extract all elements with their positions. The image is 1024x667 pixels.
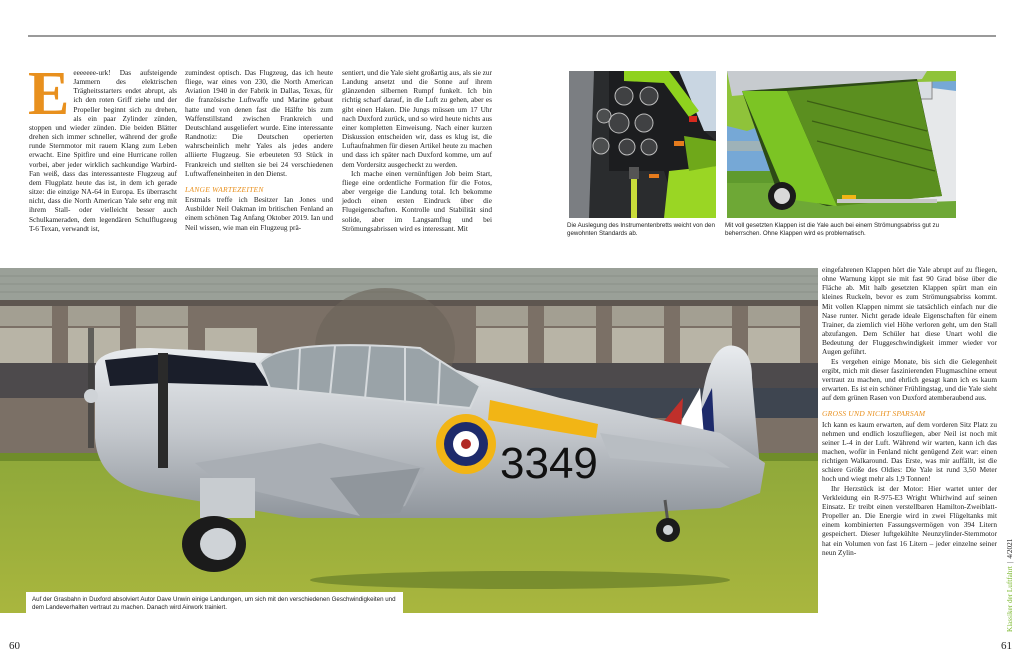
- paragraph: Erstmals treffe ich Besitzer Ian Jones und Ausbilder Neil Oakman im britischen Fenland an einem schönen Tag Anfang Oktober 2019. Ian und Neil wissen, wie man ein Flugzeug prä-: [185, 195, 333, 232]
- paragraph: Ich mache einen vernünftigen Job beim Start, fliege eine ordentliche Formation für die Fotos, aber vergeige die Landung total. Ich bekomme jedoch einen ersten Eindruck über die Flugeigenschaften. Kontrolle und Stabilität sind solide, aber im Langsamflug und bei Strömungsabrissen wird es interessant. Mit: [342, 168, 492, 233]
- article-column-2: [185, 68, 333, 232]
- article-column-4: [822, 265, 997, 557]
- flaps-photo: [727, 71, 956, 218]
- magazine-name: Klassiker der Luftfahrt: [1006, 566, 1014, 632]
- cockpit-photo: [569, 71, 716, 218]
- paragraph: Ich kann es kaum erwarten, auf dem vorderen Sitz Platz zu nehmen und endlich loszufliegen, aber Neil ist noch mit seiner L-4 in der Luft. Während wir warten, kann ich das machen, wofür in Fenland nicht genügend Zeit war: einen richtigen Walkaround. Das Erste, was mir auffällt, ist die schiere Größe des Oldies: Die Yale ist rund 3,50 Meter hoch und wiegt mehr als 1,9 Tonnen!: [822, 419, 997, 484]
- main-aircraft-photo: [0, 268, 818, 613]
- article-column-3: [342, 68, 492, 233]
- paragraph: zumindest optisch. Das Flugzeug, das ich heute fliege, war eines von 230, die North American Aviation 1940 in der Fabrik in Dallas, Texas, für die französische Luftwaffe und Marine gebaut hatte und von denen fast die Hälfte bis zum Waffenstillstand zwischen Frankreich und Deutschland ausgeliefert wurde. Eine interessante Randnotiz: Die Deutschen operierten wahrscheinlich mehr Yales als jedes andere alliierte Flugzeug. Sie erbeuteten 93 Stück in Frankreich und stellten sie bei 24 verschiedenen Luftwaffeneinheiten in den Dienst.: [185, 68, 333, 178]
- paragraph: eeeeeee-urk! Das aufsteigende Jammern des elektrischen Trägheitsstarters endet abrupt, als ich den roten Griff ziehe und der Propeller beginnt sich zu drehen, als ein paar Zylinder zünden, stoppen und wieder zünden. Die beiden Blätter drehen sich immer schneller, während der große runde Sternmotor mit rauem Klang zum Leben erwacht. Eine Spitfire und eine Hurricane rollen vorbei, aber jeder wirklich sachkundige Warbird-Fan weiß, dass das interessanteste Flugzeug auf dem Flugplatz heute das ist, in dem ich gerade sitze: die einzige NA-64 in Europa. Es überrascht nicht, dass die North American Yale sehr eng mit ihrem Stall- oder vielleicht besser auch Schulkameraden, dem legendären Schulflugzeug T-6 Texan, verwandt ist,: [29, 68, 177, 233]
- running-foot-separator: |: [1006, 561, 1014, 564]
- running-foot: [1006, 539, 1014, 632]
- flaps-photo-caption: Mit voll gesetzten Klappen ist die Yale auch bei einem Strömungsabriss gut zu beherrschen. Ohne Klappen wird es problematisch.: [725, 222, 940, 237]
- subheading-lange-wartezeiten: LANGE WARTEZEITEN: [185, 184, 264, 194]
- yale-aircraft-image: [0, 268, 818, 613]
- drop-cap: E: [28, 60, 70, 128]
- page-number-right: 61: [1001, 640, 1012, 652]
- cockpit-image: [569, 71, 716, 218]
- paragraph: Ihr Herzstück ist der Motor: Hier wartet unter der Verkleidung ein R-975-E3 Wright Whirlwind auf seinen Einsatz. Er treibt einen verstellbaren Hamilton-Zweiblatt-Propeller an. Die Energie wird in zwei Flügeltanks mit einem kombinierten Fassungsvermögen von 394 Litern gespeichert. Dieser luftgekühlte Neunzylinder-Sternmotor hat ein Volumen von fast 16 Litern – jeder einzelne seiner neun Zylin-: [822, 483, 997, 557]
- flaps-image: [727, 71, 956, 218]
- header-rule: [28, 35, 996, 37]
- page-number-left: 60: [9, 640, 20, 652]
- cockpit-photo-caption: Die Auslegung des Instrumentenbretts weicht von den gewohnten Standards ab.: [567, 222, 715, 237]
- main-photo-caption: Auf der Grasbahn in Duxford absolviert Autor Dave Unwin einige Landungen, um sich mit den verschiedenen Geschwindigkeiten und dem Landeverhalten vertraut zu machen. Danach wird Airwork trainiert.: [26, 592, 403, 616]
- subheading-gross-und-nicht-sparsam: GROSS UND NICHT SPARSAM: [822, 409, 926, 419]
- paragraph: Es vergehen einige Monate, bis sich die Gelegenheit ergibt, mich mit dieser faszinierenden Flugmaschine erneut vertraut zu machen, und ehrlich gesagt kann ich es kaum erwarten. Es ist ein schöner Frühlingstag, und die Yale sieht auf dem grünen Rasen von Duxford atemberaubend aus.: [822, 356, 997, 403]
- paragraph: eingefahrenen Klappen hört die Yale abrupt auf zu fliegen, ohne Warnung kippt sie mit fast 90 Grad böse über die Fläche ab. Mit halb gesetzten Klappen spürt man ein kleines Ruckeln, bevor es zum Strömungsabriss kommt. Mit vollen Klappen nimmt sie tatsächlich einfach nur die Nase runter. Nicht gerade ideale Eigenschaften für einem Trainer, da ziemlich viel Höhe verloren geht, um den Stall abzufangen. Dem Schüler hat diese Unart wohl die Bedeutung der Fluggeschwindigkeit immer wieder vor Augen geführt.: [822, 265, 997, 357]
- issue-number: 4/2021: [1006, 538, 1014, 559]
- article-column-1: [28, 60, 177, 233]
- fuselage-number: 3349: [500, 439, 598, 488]
- paragraph: sentiert, und die Yale sieht großartig aus, als sie zur Landung ansetzt und die Sonne auf ihrem glänzenden silbernen Rumpf funkelt. Ich bin richtig scharf darauf, in die Luft zu gehen, aber es gibt einen Haken. Die Jungs müssen um 17 Uhr nach Duxford zurück, und so wird heute nichts aus einer kompletten Einweisung. Nach einer kurzen Diskussion entscheiden wir, dass es klug ist, die Luftaufnahmen für diesen Artikel heute zu machen und dass ich später nach Duxford komme, um auf dem Vordersitz ausgecheckt zu werden.: [342, 68, 492, 169]
